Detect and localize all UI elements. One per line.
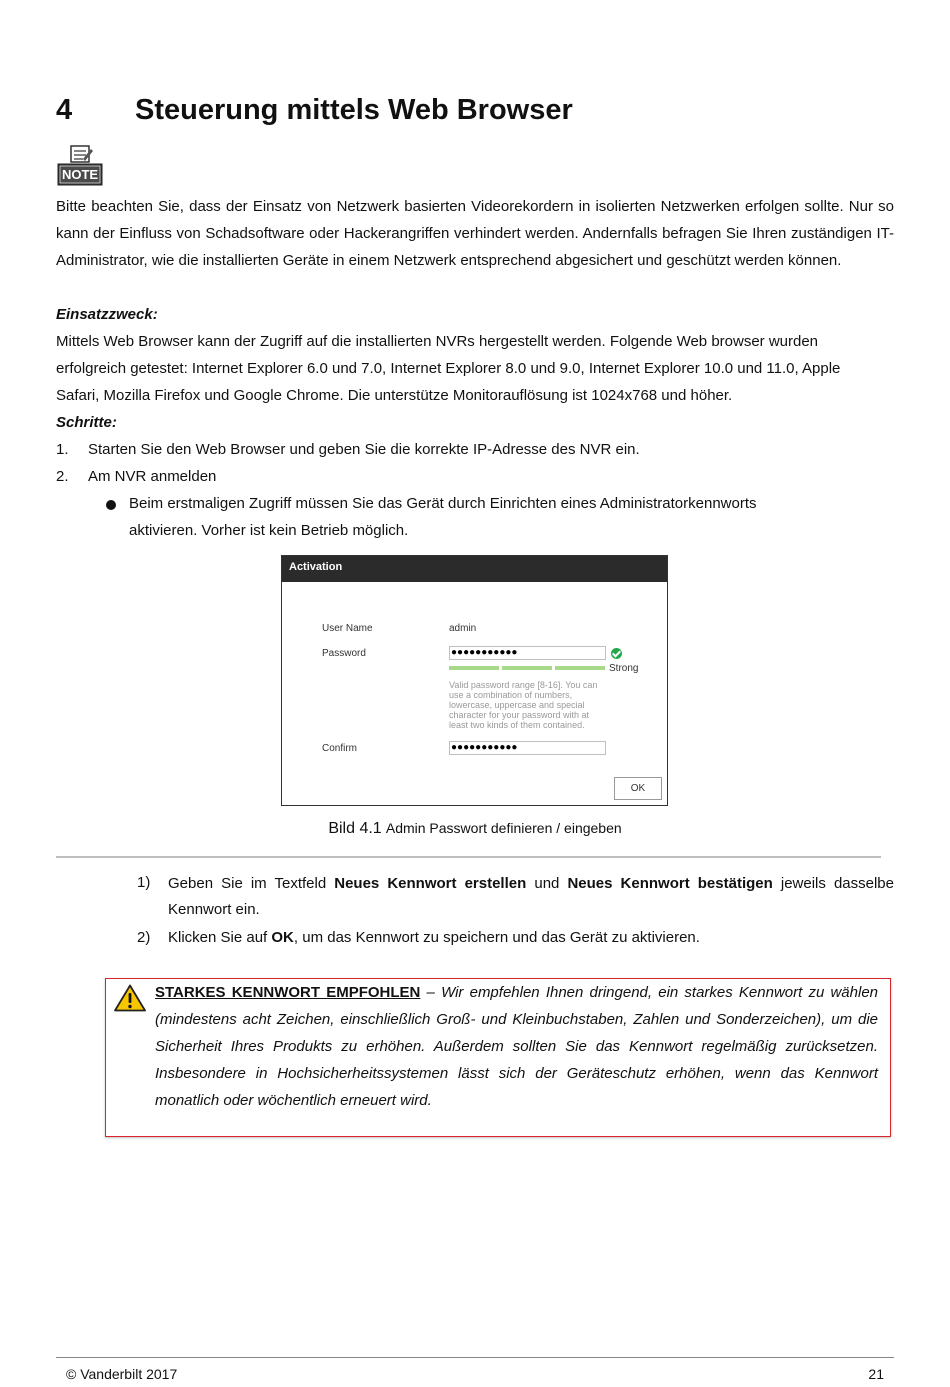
strength-bar-segment: [502, 666, 552, 670]
note-icon: [57, 145, 103, 187]
strength-label: Strong: [609, 663, 639, 674]
substep-text-part: jeweils dasselbe: [772, 875, 894, 892]
substep-text-part: und: [526, 875, 568, 892]
note-icon-label: NOTE: [61, 167, 99, 182]
user-name-value: admin: [449, 623, 477, 634]
substep-bold: OK: [271, 929, 294, 946]
chapter-number: 4: [56, 94, 73, 126]
user-name-label: User Name: [322, 623, 373, 634]
chapter-title: Steuerung mittels Web Browser: [135, 94, 573, 126]
substep-text: [168, 929, 700, 946]
step-text: Am NVR anmelden: [88, 468, 217, 485]
bullet-line: Beim erstmaligen Zugriff müssen Sie das Gerät durch Einrichten eines Administratorkennworts: [129, 495, 757, 512]
substep-text-part: , um das Kennwort zu speichern und das Gerät zu aktivieren.: [293, 929, 700, 946]
figure-caption: [0, 820, 950, 838]
password-hint: Valid password range [8-16]. You can use a combination of numbers, lowercase, uppercase and special character for your password with at least two kinds of them contained.: [449, 680, 598, 730]
ok-button[interactable]: OK: [614, 777, 662, 800]
substep-number: 1): [137, 874, 151, 891]
confirm-input[interactable]: [449, 741, 606, 755]
footer-rule: [56, 1357, 894, 1358]
substep-number: 2): [137, 929, 151, 946]
purpose-line: Safari, Mozilla Firefox und Google Chrome. Die unterstütze Monitorauflösung ist 1024x768 und höher.: [56, 387, 733, 404]
steps-heading: Schritte:: [56, 414, 117, 431]
password-label: Password: [322, 648, 366, 659]
password-value: ●●●●●●●●●●●: [451, 647, 518, 658]
activation-dialog: [281, 555, 668, 806]
step-number: 2.: [56, 468, 69, 485]
substep-bold: Neues Kennwort bestätigen: [567, 875, 773, 892]
strength-bar-segment: [555, 666, 605, 670]
step-number: 1.: [56, 441, 69, 458]
confirm-label: Confirm: [322, 743, 358, 754]
substep-text-line2: Kennwort ein.: [168, 901, 260, 918]
substep-text-part: Klicken Sie auf: [168, 929, 272, 946]
purpose-heading: Einsatzzweck:: [56, 306, 158, 323]
intro-paragraph: Bitte beachten Sie, dass der Einsatz von Netzwerk basierten Videorekordern in isolierten Netzwerken erfolgen sollte. Nur so kann der Einfluss von Schadsoftware oder Hackerangriffen verhindert werden. Andernfalls befragen Sie Ihren zuständigen IT-Administrator, wie die installierten Geräte in einem Netzwerk entsprechend abgesichert und geschützt werden können.: [56, 198, 894, 269]
caption-text: Admin Passwort definieren / eingeben: [385, 820, 622, 836]
password-input[interactable]: [449, 646, 606, 660]
warning-dash: –: [420, 984, 442, 1001]
footer-copyright: © Vanderbilt 2017: [66, 1366, 178, 1382]
substep-bold: Neues Kennwort erstellen: [334, 875, 527, 892]
dialog-title: Activation: [289, 561, 343, 573]
bullet-line: aktivieren. Vorher ist kein Betrieb möglich.: [129, 522, 409, 539]
bullet-icon: [106, 500, 116, 510]
warning-text: [155, 979, 878, 1114]
warning-body: Wir empfehlen Ihnen dringend, ein starkes Kennwort zu wählen (mindestens acht Zeichen, einschließlich Groß- und Kleinbuchstaben, Zahlen und Sonderzeichen), um die Sicherheit Ihres Produkts zu erhöhen. Außerdem sollten Sie das Kennwort regelmäßig zurücksetzen. Insbesondere in Hochsicherheitssystemen lässt sich der Geräteschutz erhöhen, wenn das Kennwort monatlich oder wöchentlich erneuert wird.: [155, 984, 879, 1109]
warning-icon: [114, 984, 146, 1012]
purpose-line: Mittels Web Browser kann der Zugriff auf die installierten NVRs hergestellt werden. Folgende Web browser wurden: [56, 333, 819, 350]
divider: [56, 856, 881, 858]
check-icon: [611, 648, 622, 659]
strength-bar-segment: [449, 666, 499, 670]
substep-text-part: Geben Sie im Textfeld: [168, 875, 335, 892]
step-text: Starten Sie den Web Browser und geben Sie die korrekte IP-Adresse des NVR ein.: [88, 441, 640, 458]
page-number: 21: [868, 1366, 884, 1382]
purpose-line: erfolgreich getestet: Internet Explorer 6.0 und 7.0, Internet Explorer 8.0 und 9.0, Internet Explorer 10.0 und 11.0, Apple: [56, 360, 841, 377]
caption-number: Bild 4.1: [328, 820, 382, 837]
warning-title: STARKES KENNWORT EMPFOHLEN: [155, 984, 421, 1001]
dialog-header: [282, 556, 667, 582]
confirm-value: ●●●●●●●●●●●: [451, 742, 518, 753]
substep-text: [168, 870, 894, 897]
